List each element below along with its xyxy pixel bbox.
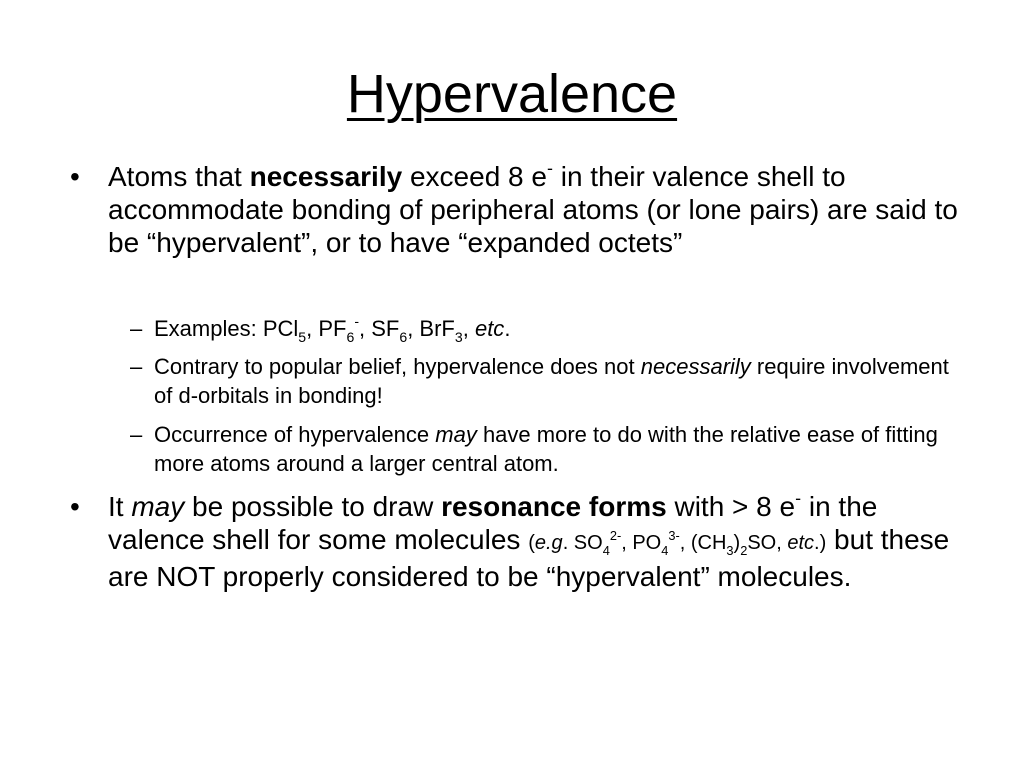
subbullet-text: Examples: PCl$_5$, $PF_6^-$, $SF_6$, BrF$_3$, etc. <box>154 313 511 346</box>
bullet-marker: • <box>70 491 80 522</box>
bullet-text: Atoms that necessarily exceed 8 e- in their valence shell to accommodate bonding of peripheral atoms (or lone pairs) are said to be “hypervalent”, or to have “expanded octets” <box>108 157 958 258</box>
dash-marker: – <box>130 354 143 379</box>
subbullet-text: Occurrence of hypervalence may have more to do with the relative ease of fitting more atoms around a larger central atom. <box>154 422 938 476</box>
bullet-text: It may be possible to draw resonance forms with > 8 e- in the valence shell for some molecules (e.g. $SO_4^{2-}$, $PO_4^{3-}$, $(CH_3)_2SO$, etc.) but these are NOT properly considered to be “hypervalent” molecules. <box>108 487 950 592</box>
example-molecules: (e.g. $SO_4^{2-}$, $PO_4^{3-}$, $(CH_3)_2SO$, etc.) <box>528 528 827 558</box>
dash-marker: – <box>130 422 143 447</box>
bullet-marker: • <box>70 161 80 192</box>
subbullet-text: Contrary to popular belief, hypervalence does not necessarily require involvement of d-orbitals in bonding! <box>154 354 949 408</box>
dash-marker: – <box>130 316 143 341</box>
slide-title: Hypervalence <box>346 64 678 124</box>
